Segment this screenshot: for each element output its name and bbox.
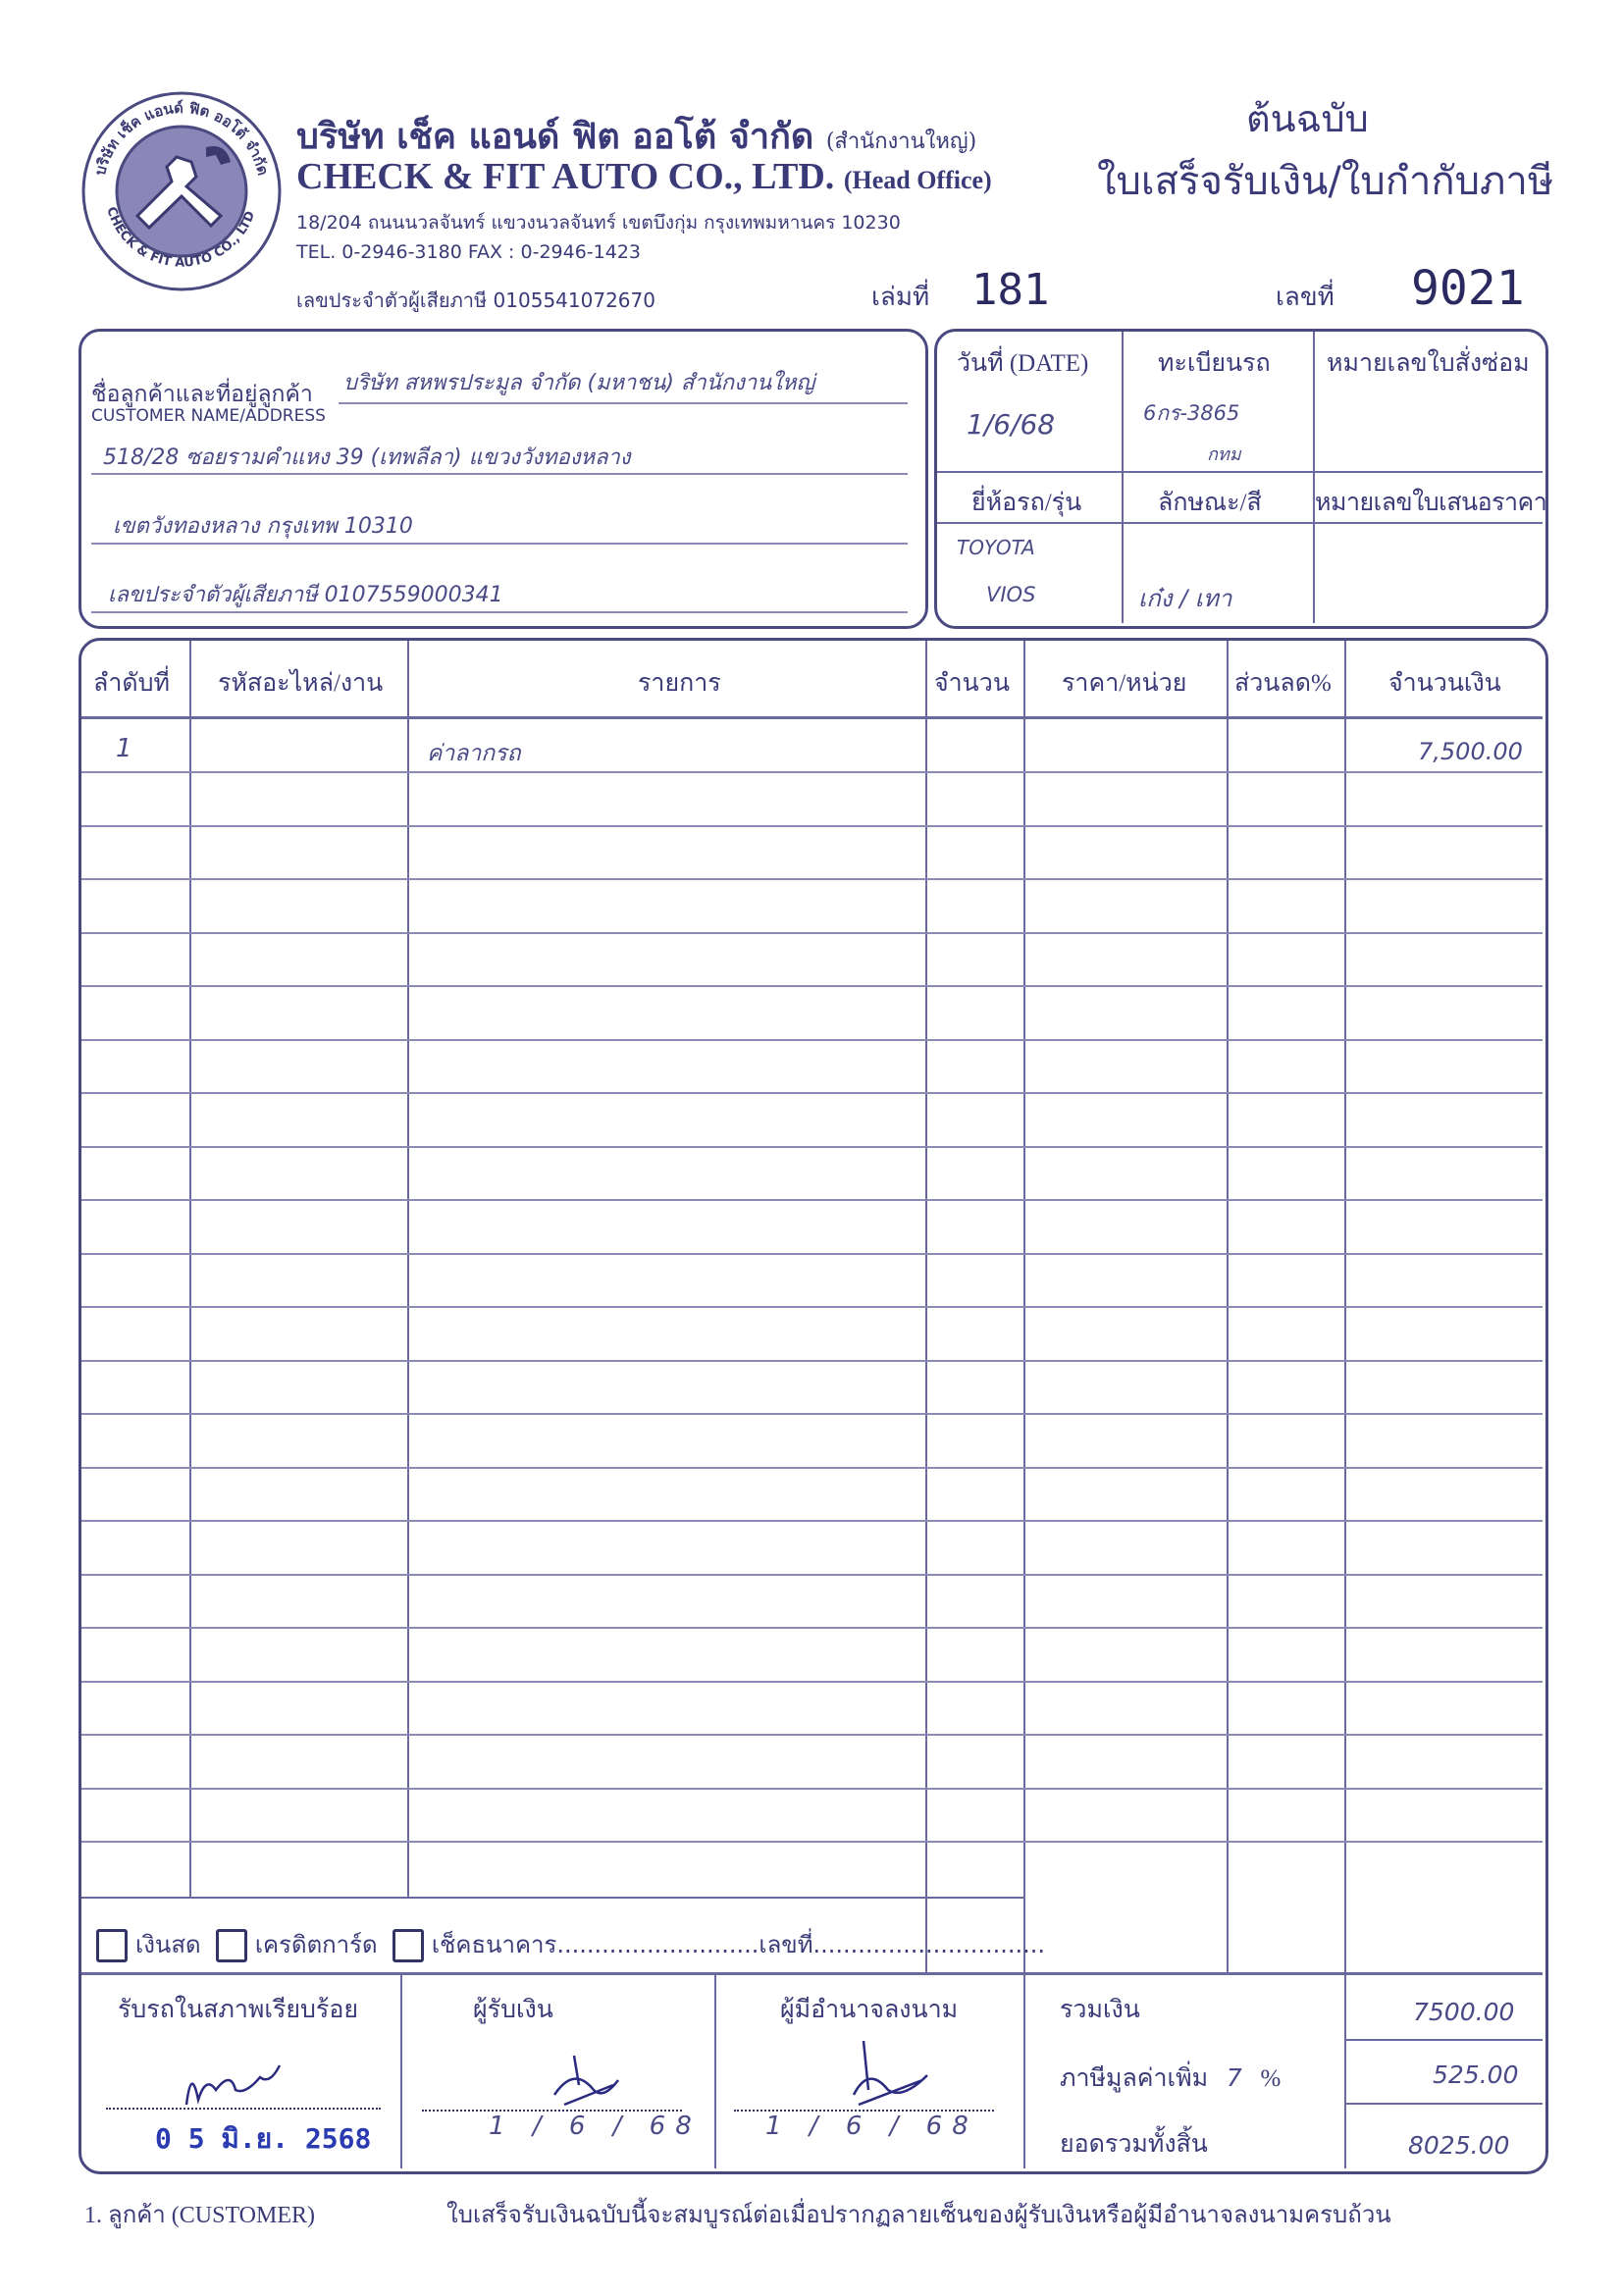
- subtotal-label: รวมเงิน: [1060, 1997, 1140, 2023]
- style-value: เก๋ง / เทา: [1138, 585, 1232, 612]
- company-tel: TEL. 0-2946-3180 FAX : 0-2946-1423: [296, 241, 642, 263]
- logo-text-top: บริษัท เช็ค แอนด์ ฟิต ออโต้ จำกัด: [90, 98, 273, 178]
- authorized-label: ผู้มีอำนาจลงนาม: [780, 1997, 959, 2023]
- logo-text-bottom: CHECK & FIT AUTO CO., LTD: [103, 205, 259, 271]
- payee-signature: [535, 2046, 633, 2114]
- table-row-line: [81, 1039, 1543, 1041]
- table-row-line: [81, 1413, 1543, 1415]
- row-1-no: 1: [116, 734, 132, 763]
- receiver-signature: [177, 2056, 294, 2114]
- payee-label: ผู้รับเงิน: [473, 1997, 553, 2023]
- doc-number-label: เลขที่: [1276, 283, 1335, 312]
- cheque-label: เช็คธนาคาร...........................: [431, 1931, 759, 1958]
- company-name-th: บริษัท เช็ค แอนด์ ฟิต ออโต้ จำกัด (สำนักงานใหญ่): [296, 117, 977, 157]
- vat-percent-sign: %: [1260, 2065, 1282, 2092]
- header-unit-price: ราคา/หน่วย: [1062, 670, 1187, 697]
- table-row-line: [81, 1520, 1543, 1522]
- company-branch-en: (Head Office): [843, 166, 992, 194]
- table-row-line: [81, 1360, 1543, 1362]
- footer-note: ใบเสร็จรับเงินฉบับนี้จะสมบูรณ์ต่อเมื่อปรากฏลายเซ็นของผู้รับเงินหรือผู้มีอำนาจลงนามครบถ้วน: [446, 2203, 1391, 2228]
- company-tax-id: เลขประจำตัวผู้เสียภาษี 0105541072670: [296, 288, 655, 312]
- table-row-line: [81, 1467, 1543, 1469]
- model-value: VIOS: [986, 583, 1036, 606]
- style-label: ลักษณะ/สี: [1158, 490, 1262, 516]
- grand-total-label: ยอดรวมทั้งสิ้น: [1060, 2131, 1208, 2158]
- grand-total-value: 8025.00: [1408, 2131, 1510, 2160]
- table-row-line: [81, 1627, 1543, 1629]
- footer-copy-note: 1. ลูกค้า (CUSTOMER): [84, 2203, 316, 2228]
- table-row-line: [81, 932, 1543, 934]
- credit-card-label: เครดิตการ์ด: [254, 1931, 378, 1958]
- received-date-stamp: 0 5 มิ.ย. 2568: [155, 2122, 372, 2155]
- header-code: รหัสอะไหล่/งาน: [218, 670, 384, 697]
- plate-province: กทม: [1207, 444, 1241, 465]
- table-row-line: [81, 771, 1543, 773]
- doc-title: ใบเสร็จรับเงิน/ใบกำกับภาษี: [1097, 159, 1554, 204]
- date-value: 1/6/68: [967, 408, 1056, 441]
- vat-label: ภาษีมูลค่าเพิ่ม 7 %: [1060, 2063, 1282, 2092]
- company-name-en: CHECK & FIT AUTO CO., LTD. (Head Office): [296, 156, 992, 197]
- book-label: เล่มที่: [871, 283, 930, 312]
- row-1-amount: 7,500.00: [1418, 738, 1523, 765]
- quote-label: หมายเลขใบเสนอราคา: [1315, 490, 1547, 516]
- header-description: รายการ: [638, 670, 721, 697]
- cash-checkbox[interactable]: [96, 1929, 128, 1962]
- customer-label-th: ชื่อลูกค้าและที่อยู่ลูกค้า: [91, 382, 313, 407]
- brand-value: TOYOTA: [957, 536, 1035, 559]
- header-discount: ส่วนลด%: [1234, 670, 1332, 697]
- row-1-description: ค่าลากรถ: [427, 741, 521, 766]
- table-row-line: [81, 1734, 1543, 1736]
- header-amount: จำนวนเงิน: [1388, 670, 1501, 697]
- authorized-signature: [829, 2036, 947, 2114]
- date-label: วันที่ (DATE): [957, 350, 1089, 377]
- table-row-line: [81, 1681, 1543, 1683]
- company-branch-th: (สำนักงานใหญ่): [825, 130, 977, 154]
- table-row-line: [81, 1788, 1543, 1790]
- cash-label: เงินสด: [135, 1931, 201, 1958]
- doc-number: 9021: [1411, 261, 1525, 316]
- authorized-date: 1 / 6 / 68: [765, 2112, 978, 2141]
- cheque-number-label: เลขที่...............................: [759, 1931, 1046, 1958]
- table-row-line: [81, 985, 1543, 987]
- credit-card-checkbox[interactable]: [216, 1929, 247, 1962]
- company-logo: [79, 88, 285, 294]
- table-row-line: [81, 878, 1543, 880]
- header-qty: จำนวน: [934, 670, 1010, 697]
- payment-methods: [96, 1925, 1045, 1963]
- table-row-line: [81, 1199, 1543, 1201]
- book-number: 181: [971, 265, 1050, 315]
- customer-address-line2: เขตวังทองหลาง กรุงเทพ 10310: [113, 514, 413, 539]
- customer-tax-id: เลขประจำตัวผู้เสียภาษี 0107559000341: [108, 583, 503, 607]
- cheque-checkbox[interactable]: [393, 1929, 424, 1962]
- table-row-line: [81, 1306, 1543, 1308]
- table-row-line: [81, 1841, 1543, 1843]
- plate-label: ทะเบียนรถ: [1158, 350, 1271, 377]
- doc-copy-label: ต้นฉบับ: [1246, 97, 1369, 140]
- plate-value: 6กร-3865: [1143, 401, 1240, 425]
- company-address: 18/204 ถนนนวลจันทร์ แขวงนวลจันทร์ เขตบึงกุ่ม กรุงเทพมหานคร 10230: [296, 212, 901, 234]
- subtotal-value: 7500.00: [1413, 1998, 1515, 2026]
- vat-value: 525.00: [1433, 2061, 1519, 2089]
- table-row-line: [81, 1253, 1543, 1255]
- table-row-line: [81, 825, 1543, 827]
- table-row-line: [81, 1092, 1543, 1094]
- wrench-hand-icon: [79, 88, 285, 294]
- received-label: รับรถในสภาพเรียบร้อย: [118, 1997, 358, 2023]
- payee-date: 1 / 6 / 68: [489, 2112, 702, 2141]
- customer-label-en: CUSTOMER NAME/ADDRESS: [91, 406, 326, 426]
- repair-order-label: หมายเลขใบสั่งซ่อม: [1327, 350, 1530, 377]
- table-row-line: [81, 1146, 1543, 1148]
- brand-label: ยี่ห้อรถ/รุ่น: [971, 490, 1082, 516]
- table-row-line: [81, 1574, 1543, 1576]
- customer-name: บริษัท สหพรประมูล จำกัด (มหาชน) สำนักงานใหญ่: [343, 371, 815, 395]
- customer-address-line1: 518/28 ซอยรามคำแหง 39 (เทพลีลา) แขวงวังทองหลาง: [103, 445, 631, 470]
- vat-rate: 7: [1226, 2063, 1242, 2092]
- header-no: ลำดับที่: [93, 670, 170, 697]
